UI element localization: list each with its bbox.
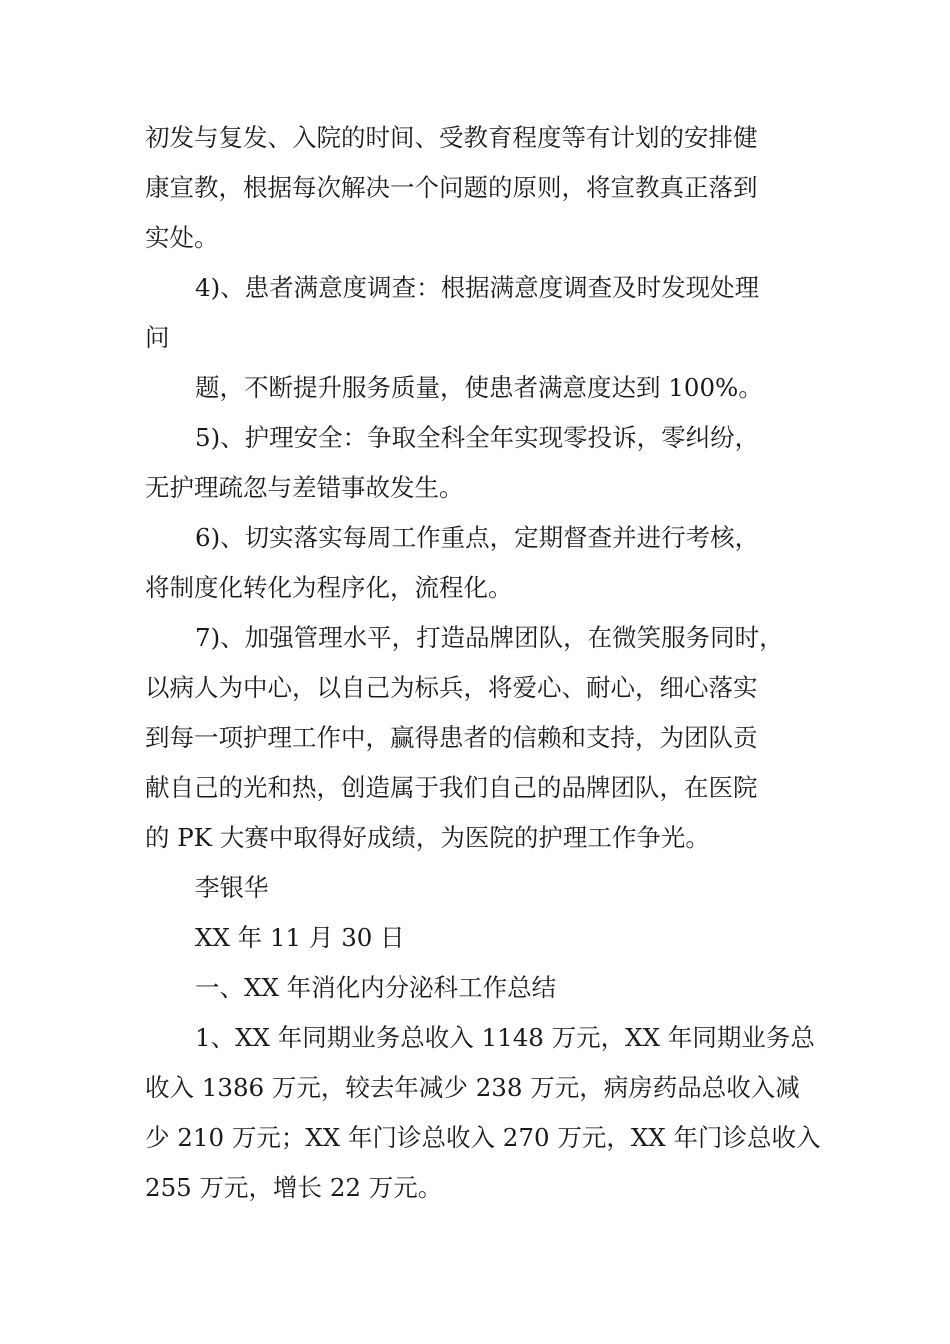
text-line: 以病人为中心，以自己为标兵，将爱心、耐心，细心落实 [145,673,758,702]
text-line: 少 210 万元；XX 年门诊总收入 270 万元，XX 年门诊总收入 [145,1123,821,1152]
text-line: 初发与复发、入院的时间、受教育程度等有计划的安排健 [145,123,758,152]
list-item-7: 7)、加强管理水平，打造品牌团队，在微笑服务同时， [195,623,784,652]
text-line: 无护理疏忽与差错事故发生。 [145,473,464,502]
document-body [145,113,821,1213]
text-line: 将制度化转化为程序化，流程化。 [145,573,513,602]
text-line: 收入 1386 万元，较去年减少 238 万元，病房药品总收入减 [145,1073,800,1102]
list-item-6: 6)、切实落实每周工作重点，定期督查并进行考核， [195,523,760,552]
text-line: 实处。 [145,223,219,252]
list-item-5: 5)、护理安全：争取全科全年实现零投诉，零纠纷， [195,423,760,452]
list-item-1: 1、XX 年同期业务总收入 1148 万元，XX 年同期业务总 [195,1023,815,1052]
text-line: 255 万元，增长 22 万元。 [145,1173,443,1202]
text-line: 康宣教，根据每次解决一个问题的原则，将宣教真正落到 [145,173,758,202]
text-line: 献自己的光和热，创造属于我们自己的品牌团队，在医院 [145,773,758,802]
section-heading: 一、XX 年消化内分泌科工作总结 [195,973,557,1002]
text-line: 到每一项护理工作中，赢得患者的信赖和支持，为团队贡 [145,723,758,752]
list-item-4: 4)、患者满意度调查：根据满意度调查及时发现处理 [195,273,760,302]
text-line: 题，不断提升服务质量，使患者满意度达到 100%。 [195,373,763,402]
text-line: 的 PK 大赛中取得好成绩，为医院的护理工作争光。 [145,823,710,852]
author-name: 李银华 [195,873,269,902]
text-line: 问 [145,323,170,352]
document-date: XX 年 11 月 30 日 [195,923,405,952]
